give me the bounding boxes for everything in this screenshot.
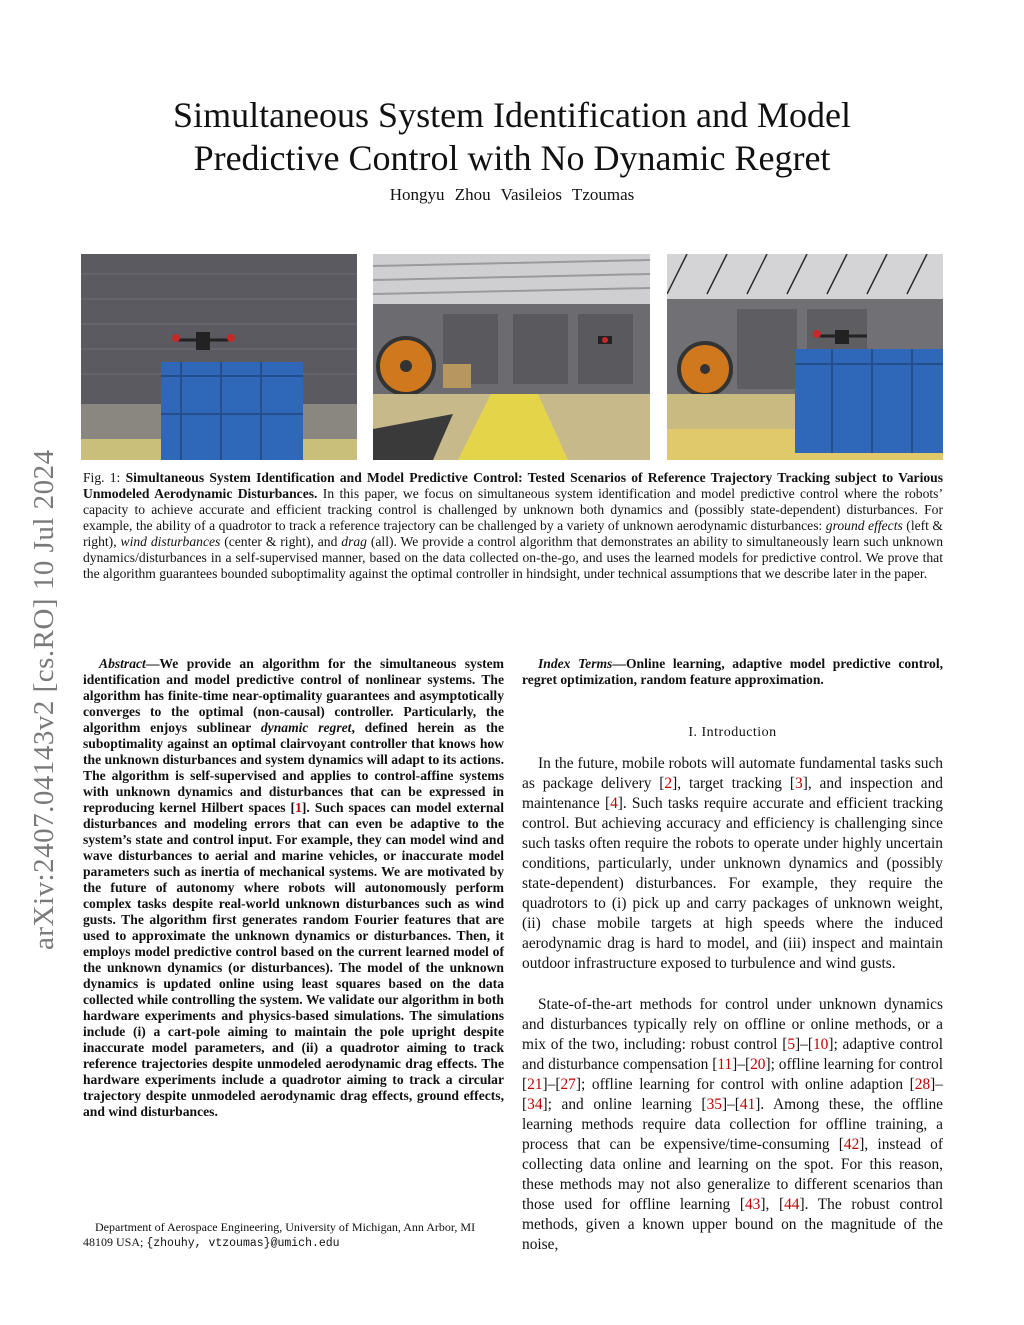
- citation-link[interactable]: 44: [784, 1196, 800, 1213]
- body-text: ]–[: [795, 1036, 813, 1053]
- figure-caption: [83, 470, 943, 582]
- citation-link[interactable]: 34: [527, 1096, 543, 1113]
- abstract-text: —We provide an algorithm for the simultaneous system identification and model predictive control of nonlinear systems. The algorithm has finite-time near-optimality guarantees and asymptotically converges to the optimal (non-causal) controller. Particularly, the algorithm enjoys sublinear: [83, 656, 504, 735]
- section-heading: I. Introduction: [688, 725, 777, 740]
- body-text: ]–[: [721, 1096, 740, 1113]
- citation-link[interactable]: 5: [787, 1036, 796, 1053]
- caption-emphasis: drag: [341, 534, 367, 549]
- abstract-text: , defined herein as the suboptimality against an optimal clairvoyant controller that knows how the unknown disturbances and system dynamics will adapt to its actions. The algorithm is self-supervised and applies to control-affine systems with unknown dynamics and disturbances that can be expressed in reproducing kernel Hilbert spaces [: [83, 720, 504, 815]
- body-text: ]; offline learning for control with online adaption [: [575, 1076, 915, 1093]
- caption-text: (all). We provide a control algorithm that demonstrates an ability to simultaneously learn such unknown dynamics/disturbances in a self-supervised manner, based on the data collected on-the-go, and uses the learned models for predictive control. We prove that the algorithm guarantees bounded suboptimality against the optimal controller in hindsight, under technical assumptions that we describe later in the paper.: [83, 534, 944, 581]
- citation-link[interactable]: 41: [739, 1096, 756, 1113]
- body-text: ]. Such tasks require accurate and efficient tracking control. But achieving accuracy and efficiency is challenging since such tasks often require the robots to operate under highly uncertain conditions, particularly, under unknown dynamics and (possibly state-dependent) disturbances. For example, they require the quadrotors to (i) pick up and carry packages of unknown weight, (ii) chase mobile targets at high speeds where the induced aerodynamic drag is hard to model, and (iii) inspect and maintain outdoor infrastructure exposed to turbulence and wind gusts.: [522, 795, 944, 972]
- body-text: ]–[: [732, 1056, 751, 1073]
- affiliation: Department of Aerospace Engineering, University of Michigan, Ann Arbor, MI 48109 USA;: [83, 1220, 476, 1249]
- figure-photo-center: [373, 254, 650, 460]
- title-line-2: Predictive Control with No Dynamic Regret: [193, 138, 831, 178]
- body-text: In the future, mobile robots will automate fundamental tasks such as package delivery [: [522, 755, 943, 792]
- abstract-text: ]. Such spaces can model external disturbances and modeling errors that can even be adaptive to the system’s state and control input. For example, they can model wind and wave disturbances to aerial and marine vehicles, or inaccurate model parameters such as inertia of mechanical systems. We are motivated by the future of autonomy where robots will autonomously perform complex tasks despite real-world unknown disturbances such as wind gusts. The algorithm first generates random Fourier features that are used to approximate the unknown dynamics or disturbances. Then, it employs model predictive control based on the current learned model of the unknown dynamics (or disturbances). The model of the unknown dynamics is updated online using least squares based on the data collected while controlling the system. We validate our algorithm in both hardware experiments and physics-based simulations. The simulations include (i) a cart-pole aiming to maintain the pole upright despite inaccurate model parameters, and (ii) a quadrotor aiming to track reference trajectories despite unmodeled aerodynamic drag effects. The hardware experiments include a quadrotor aiming to track a circular trajectory despite unmodeled aerodynamic drag effects, ground effects, and wind disturbances.: [83, 800, 504, 1119]
- abstract-lead: Abstract: [99, 656, 146, 671]
- index-terms-text: —Online learning, adaptive model predictive control, regret optimization, random feature approximation.: [522, 656, 943, 687]
- citation-link[interactable]: 42: [843, 1136, 860, 1153]
- citation-link[interactable]: 10: [812, 1036, 829, 1053]
- citation-link[interactable]: 27: [560, 1076, 576, 1093]
- abstract-emphasis: dynamic regret: [260, 720, 352, 735]
- arxiv-identifier: arXiv:2407.04143v2 [cs.RO] 10 Jul 2024: [28, 449, 60, 950]
- caption-emphasis: wind disturbances: [120, 534, 221, 549]
- citation-link[interactable]: 28: [914, 1076, 931, 1093]
- author-emails: {zhouhy, vtzoumas}@umich.edu: [146, 1237, 340, 1250]
- body-text: ], target tracking [: [672, 775, 795, 792]
- caption-text: In this paper, we focus on simultaneous system identification and model predictive control where the robots’ capacity to achieve accurate and efficient tracking control is challenged by unknown both dynamics and (possibly state-dependent) disturbances. For example, the ability of a quadrotor to track a reference trajectory can be challenged by a variety of unknown aerodynamic disturbances:: [83, 486, 943, 533]
- body-text: ]; adaptive control and disturbance compensation [: [522, 1036, 943, 1073]
- abstract: [83, 656, 504, 1120]
- body-text: ]. The robust control methods, given a known upper bound on the magnitude of the noise,: [522, 1196, 943, 1253]
- index-terms-lead: Index Terms: [538, 656, 613, 671]
- citation-link[interactable]: 35: [706, 1096, 722, 1113]
- author-footnote: [83, 1220, 504, 1251]
- figure-photo-left: [81, 254, 357, 460]
- citation-link[interactable]: 3: [795, 775, 803, 792]
- citation-link[interactable]: 1: [295, 800, 302, 815]
- body-text: ], and inspection and maintenance [: [522, 775, 943, 812]
- caption-emphasis: ground effects: [825, 518, 903, 533]
- title-line-1: Simultaneous System Identification and Model: [173, 95, 851, 135]
- authors: Hongyu Zhou Vasileios Tzoumas: [389, 185, 635, 204]
- figure-photo-right: [667, 254, 943, 460]
- caption-text: (left & right),: [83, 518, 944, 549]
- citation-link[interactable]: 21: [527, 1076, 543, 1093]
- body-text: ]; offline learning for control [: [522, 1056, 944, 1093]
- citation-link[interactable]: 11: [717, 1056, 733, 1073]
- index-terms: [522, 656, 943, 688]
- body-text: ]–[: [542, 1076, 561, 1093]
- citation-link[interactable]: 43: [744, 1196, 761, 1213]
- body-text: ]; and online learning [: [542, 1096, 707, 1113]
- intro-paragraph-1: [522, 754, 943, 974]
- caption-title: Simultaneous System Identification and Model Predictive Control: Tested Scenarios of Reference Trajectory Tracking subject to Various Unmodeled Aerodynamic Disturbances.: [83, 470, 943, 501]
- citation-link[interactable]: 2: [664, 775, 673, 792]
- body-text: State-of-the-art methods for control under unknown dynamics and disturbances typically rely on offline or online methods, or a mix of the two, including: robust control [: [522, 996, 943, 1053]
- body-text: ]–[: [522, 1076, 943, 1113]
- citation-link[interactable]: 4: [610, 795, 618, 812]
- body-text: ]. Among these, the offline learning methods require data collection for offline training, a process that can be expensive/time-consuming [: [522, 1096, 943, 1153]
- body-text: ], instead of collecting data online and learning on the spot. For this reason, these methods may not also generalize to different scenarios than those used for offline learning [: [522, 1136, 943, 1213]
- caption-text: (center & right), and: [220, 534, 342, 549]
- caption-label: Fig. 1:: [83, 470, 126, 485]
- paper-title: [0, 94, 1024, 180]
- body-text: ], [: [760, 1196, 785, 1213]
- intro-paragraph-2: [522, 995, 943, 1255]
- citation-link[interactable]: 20: [750, 1056, 766, 1073]
